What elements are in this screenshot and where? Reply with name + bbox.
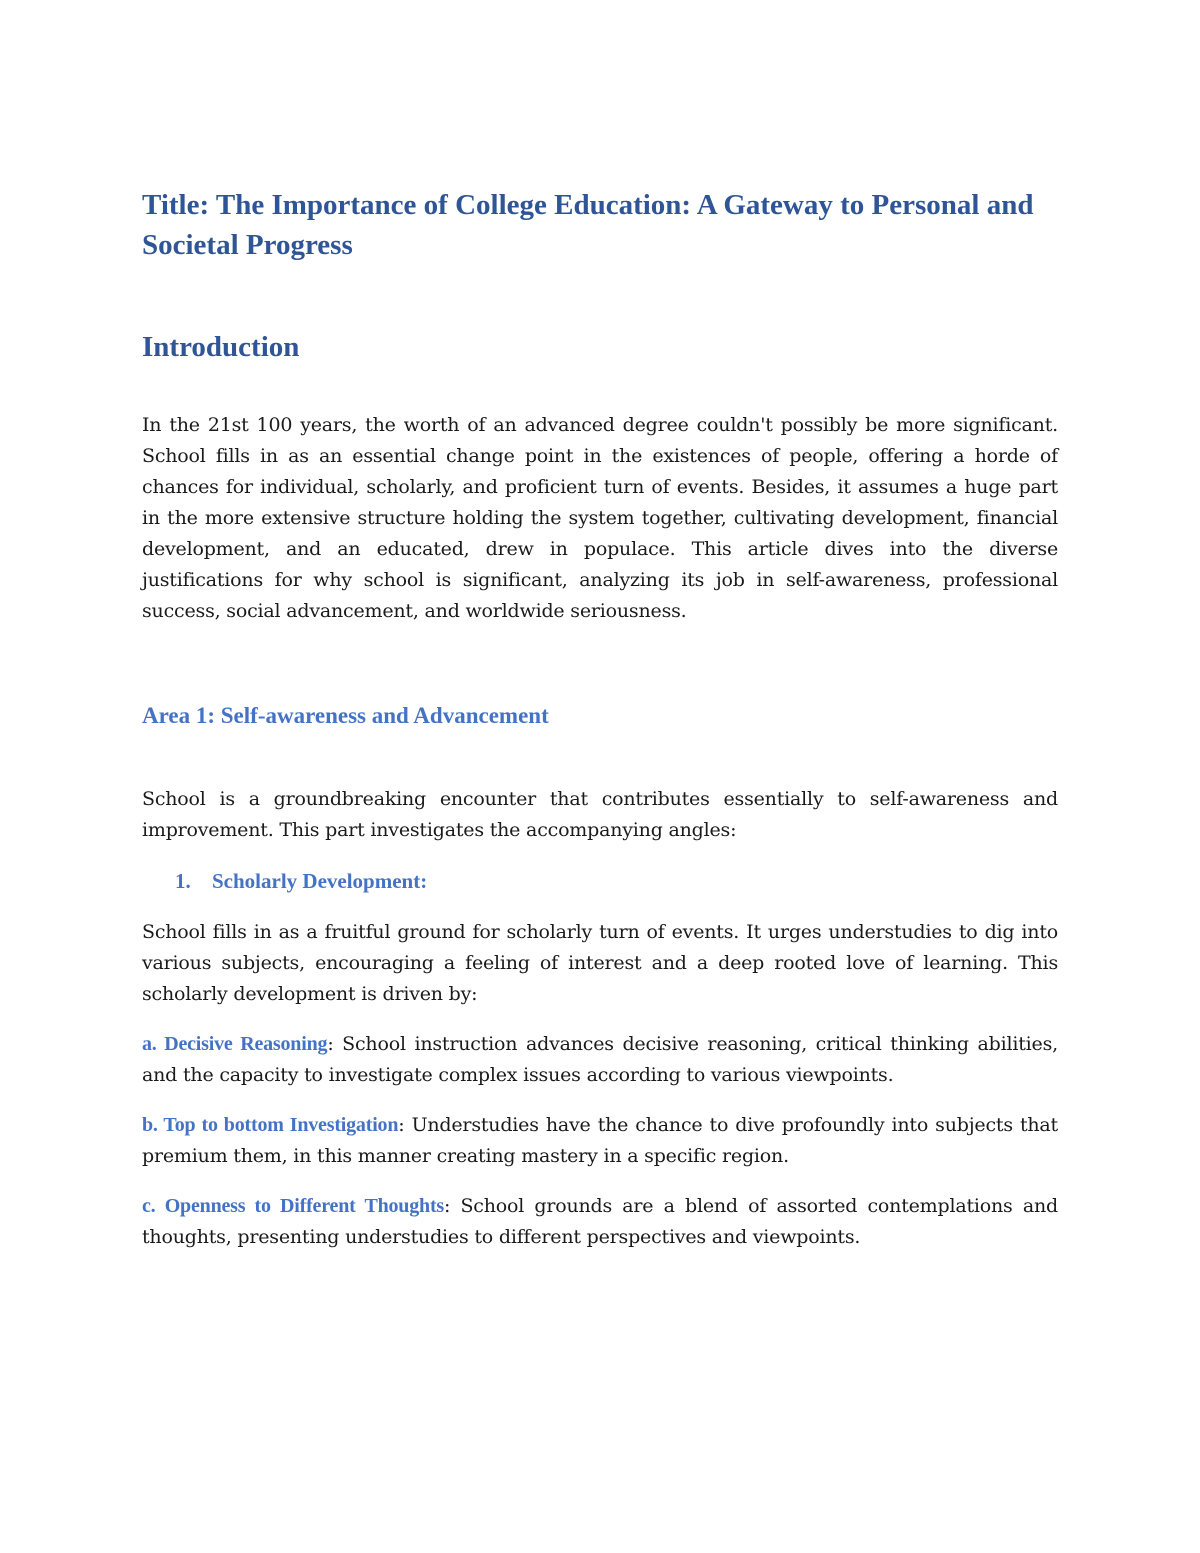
area1-paragraph: School is a groundbreaking encounter that contributes essentially to self-awareness and improvement. This part investigates the accompanying angles: [142, 788, 1058, 841]
sub-item-a-lead: a. Decisive Reasoning [142, 1033, 328, 1055]
sub-item-a-text: School instruction advances decisive reasoning, critical thinking abilities, and the capacity to investigate complex issues according to various viewpoints. [142, 1033, 1058, 1086]
document-title: Title: The Importance of College Education: A Gateway to Personal and Societal Progress [142, 189, 1034, 261]
sub-item-a-sep: : [327, 1033, 334, 1055]
sub-item-b-text: Understudies have the chance to dive profoundly into subjects that premium them, in this manner creating mastery in a specific region. [142, 1114, 1058, 1167]
numbered-list [142, 866, 1058, 896]
intro-heading: Introduction [142, 331, 300, 363]
sub-item-c-lead: c. Openness to Different Thoughts [142, 1195, 445, 1217]
scholarly-paragraph: School fills in as a fruitful ground for scholarly turn of events. It urges understudies to dig into various subjects, encouraging a feeling of interest and a deep rooted love of learning. This scholarly development is driven by: [142, 921, 1058, 1005]
intro-paragraph: In the 21st 100 years, the worth of an advanced degree couldn't possibly be more significant. School fills in as an essential change point in the existences of people, offering a horde of chances for individual, scholarly, and proficient turn of events. Besides, it assumes a huge part in the more extensive structure holding the system together, cultivating development, financial development, and an educated, drew in populace. This article dives into the diverse justifications for why school is significant, analyzing its job in self-awareness, professional success, social advancement, and worldwide seriousness. [142, 414, 1058, 622]
sub-item-b-lead: b. Top to bottom Investigation [142, 1114, 399, 1136]
area1-heading: Area 1: Self-awareness and Advancement [142, 703, 549, 728]
sub-item-c [142, 1191, 1058, 1253]
sub-item-c-text: School grounds are a blend of assorted contemplations and thoughts, presenting understudies to different perspectives and viewpoints. [142, 1195, 1058, 1248]
sub-item-a [142, 1029, 1058, 1091]
list-item-label: Scholarly Development: [212, 869, 428, 893]
sub-item-b-sep: : [398, 1114, 405, 1136]
sub-item-c-sep: : [444, 1195, 451, 1217]
document-page [142, 185, 1058, 1253]
list-item [175, 866, 1058, 896]
list-item-number: 1. [175, 869, 191, 893]
sub-item-b [142, 1110, 1058, 1172]
